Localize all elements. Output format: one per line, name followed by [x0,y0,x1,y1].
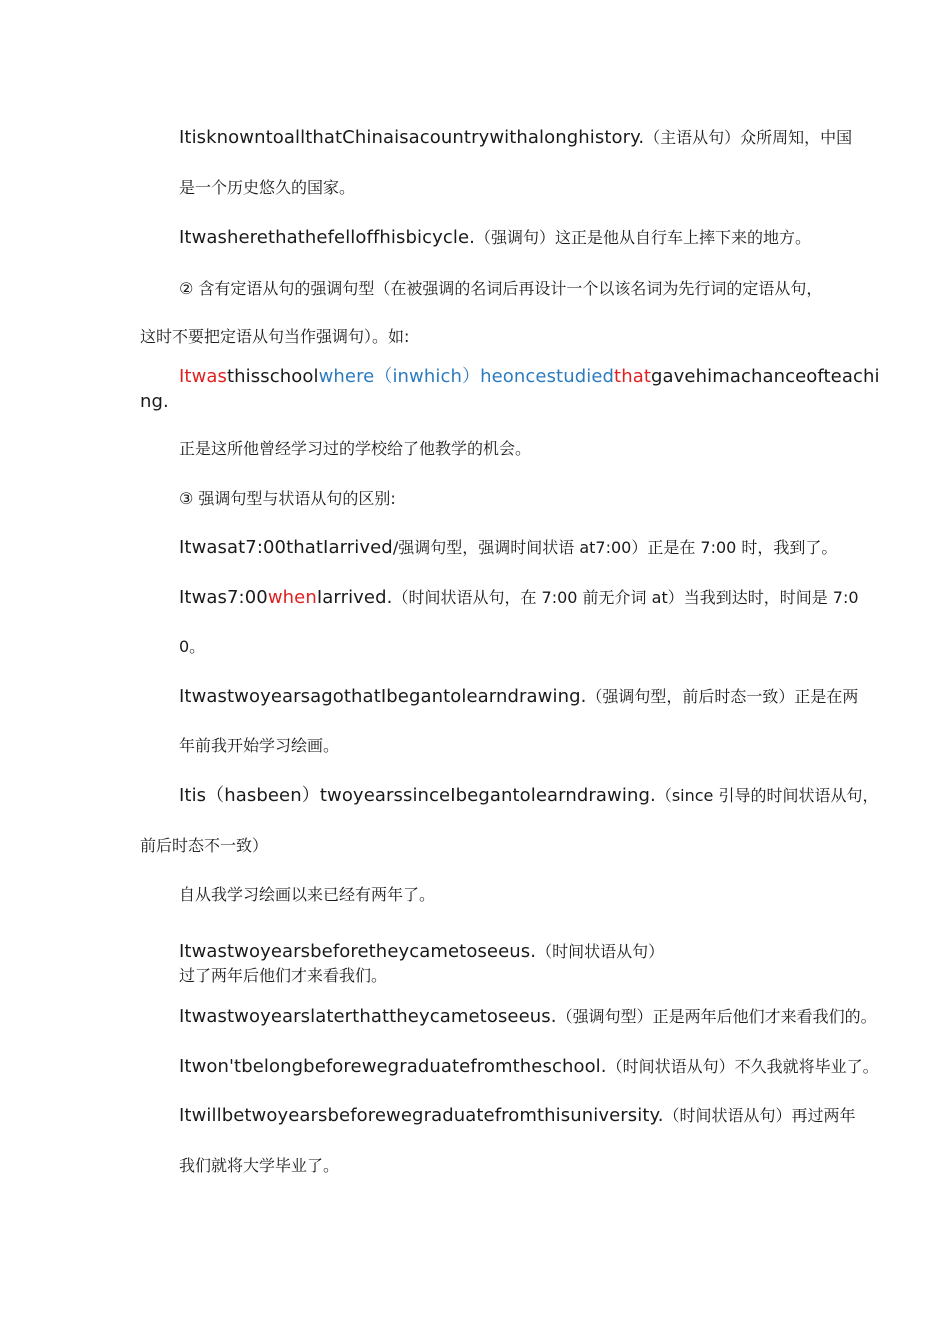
english-sentence: Itwon'tbelongbeforewegraduatefromtheschool. [179,1056,607,1077]
chinese-annotation: （since 引导的时间状语从句， [655,786,879,805]
text-line [179,437,531,461]
chinese-annotation: （强调句型，前后时态一致）正是在两 [586,687,859,706]
chinese-annotation: 过了两年后他们才来看我们。 [179,966,388,985]
text-line [179,586,859,610]
chinese-annotation: 我们就将大学毕业了。 [179,1156,340,1175]
chinese-annotation: （时间状语从句，在 7:00 前无介词 at）当我到达时，时间是 7:0 [392,588,859,607]
highlight-red: that [614,366,652,387]
text-line [179,635,205,659]
text-line [140,325,409,349]
section-heading [179,277,822,301]
chinese-annotation: （时间状语从句） [536,942,665,961]
section-heading [179,487,396,511]
chinese-annotation: 正是这所他曾经学习过的学校给了他教学的机会。 [179,439,532,458]
example-sentence [179,365,880,389]
english-sentence: Itwastwoyearslaterthattheycametoseeus. [179,1006,557,1027]
chinese-annotation: /强调句型，强调时间状语 at7:00）正是在 7:00 时，我到了。 [392,538,838,557]
english-sentence: Itwillbetwoyearsbeforewegraduatefromthisuniversity. [179,1105,664,1126]
text-line [179,964,387,988]
text-line [179,1154,339,1178]
chinese-annotation: ③ 强调句型与状语从句的区别: [179,489,396,508]
chinese-annotation: 0。 [179,637,206,656]
english-sentence: ng. [140,391,169,412]
english-sentence: Itwastwoyearsbeforetheycametoseeus. [179,941,537,962]
text-line [179,536,837,560]
chinese-annotation: （时间状语从句）再过两年 [663,1106,856,1125]
chinese-annotation: （强调句）这正是他从自行车上摔下来的地方。 [474,228,811,247]
text-line [179,1055,879,1079]
english-sentence: Itis（hasbeen）twoyearssinceIbegantolearndrawing. [179,785,656,806]
chinese-annotation: 年前我开始学习绘画。 [179,736,340,755]
english-sentence: ItwastwoyearsagothatIbegantolearndrawing. [179,686,587,707]
english-sentence: thisschool [227,366,319,387]
text-line [140,390,169,414]
chinese-annotation: （时间状语从句）不久我就将毕业了。 [606,1057,879,1076]
text-line [179,1104,856,1128]
chinese-annotation: （强调句型）正是两年后他们才来看我们的。 [556,1007,877,1026]
text-line [179,784,878,808]
text-line [179,883,435,907]
highlight-red: Itwas [179,366,227,387]
chinese-annotation: ② 含有定语从句的强调句型（在被强调的名词后再设计一个以该名词为先行词的定语从句， [179,279,823,298]
chinese-annotation: 这时不要把定语从句当作强调句）。如: [140,327,410,346]
chinese-annotation: （主语从句）众所周知，中国 [644,128,853,147]
text-line [140,834,268,858]
chinese-annotation: 是一个历史悠久的国家。 [179,178,356,197]
text-line [179,734,339,758]
chinese-annotation: 自从我学习绘画以来已经有两年了。 [179,885,436,904]
english-sentence: Itwasherethathefelloffhisbicycle. [179,227,475,248]
english-sentence: Iarrived. [316,587,393,608]
text-line [179,226,811,250]
english-sentence: Itwasat7:00thatIarrived [179,537,393,558]
text-line [179,126,852,150]
english-sentence: ItisknowntoallthatChinaisacountrywithalonghistory. [179,127,645,148]
text-line [179,176,355,200]
text-line [179,1005,877,1029]
chinese-annotation: 前后时态不一致） [140,836,269,855]
highlight-red: when [267,587,317,608]
english-sentence: Itwas7:00 [179,587,268,608]
text-line [179,940,664,964]
text-line [179,685,858,709]
english-sentence: gavehimachanceofteachi [651,366,880,387]
highlight-blue: where（inwhich）heoncestudied [318,366,615,387]
